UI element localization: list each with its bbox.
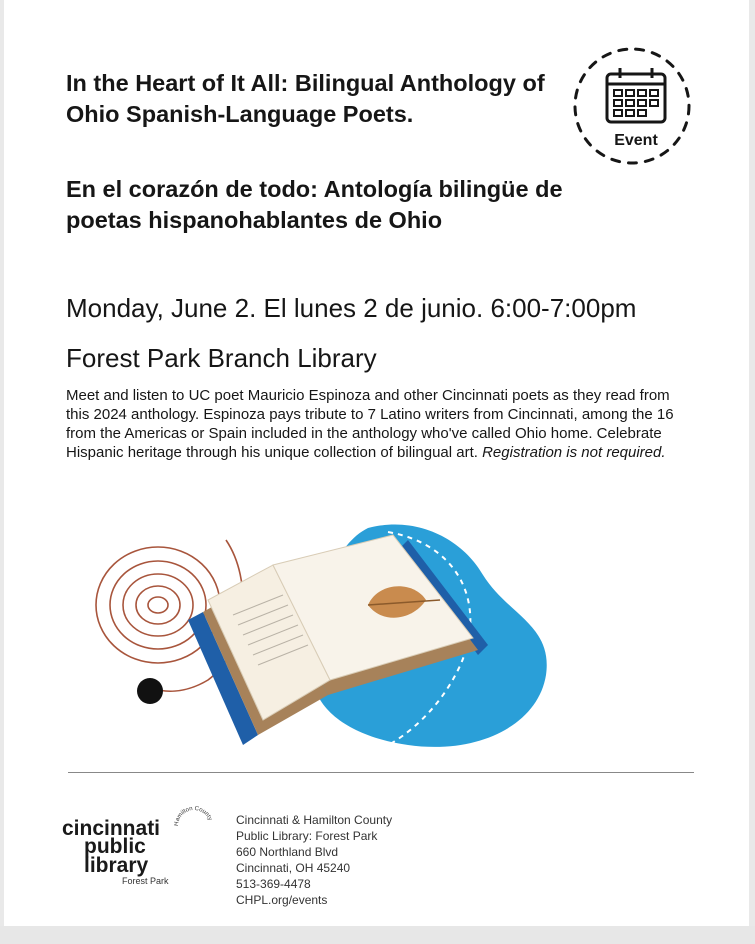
calendar-icon xyxy=(607,68,665,122)
logo-line-public: public xyxy=(84,835,146,858)
description-text: Meet and listen to UC poet Mauricio Espinoza and other Cincinnati poets as they read from this 2024 anthology. Espinoza pays tribute to 7 Latino writers from Cincinnati, among the 16 from the Americas or Spain included in the anthology who've called Ohio home. Celebrate Hispanic heritage through his unique collection of bilingual art. xyxy=(66,387,674,461)
viewer-bottom-bar xyxy=(0,926,755,944)
title-english: In the Heart of It All: Bilingual Anthology of Ohio Spanish-Language Poets. xyxy=(66,70,545,127)
book-illustration xyxy=(68,520,568,760)
logo-branch-name: Forest Park xyxy=(122,876,169,886)
address-line: Public Library: Forest Park xyxy=(236,829,378,843)
svg-text:Hamilton County: Hamilton County xyxy=(174,805,213,827)
badge-label: Event xyxy=(614,132,658,149)
event-description xyxy=(66,386,696,462)
address-line: Cincinnati, OH 45240 xyxy=(236,861,351,875)
event-location: Forest Park Branch Library xyxy=(66,343,377,373)
black-dot xyxy=(137,678,163,704)
footer-divider xyxy=(68,772,694,773)
address-line: 660 Northland Blvd xyxy=(236,845,339,859)
event-date: Monday, June 2. El lunes 2 de junio. 6:00-7:00pm xyxy=(66,293,637,323)
flyer-page xyxy=(4,0,749,926)
library-address xyxy=(236,812,392,908)
address-phone: 513-369-4478 xyxy=(236,877,311,891)
title-spanish: En el corazón de todo: Antología bilingüe de poetas hispanohablantes de Ohio xyxy=(66,176,563,233)
address-line: Cincinnati & Hamilton County xyxy=(236,813,393,827)
logo-line-cincinnati: cincinnati xyxy=(62,817,161,840)
logo-arc-text xyxy=(174,796,216,838)
event-badge xyxy=(570,44,704,174)
events-link[interactable]: CHPL.org/events xyxy=(236,893,328,907)
library-logo xyxy=(62,796,212,896)
logo-line-library: library xyxy=(84,854,149,877)
registration-note: Registration is not required. xyxy=(482,444,666,461)
